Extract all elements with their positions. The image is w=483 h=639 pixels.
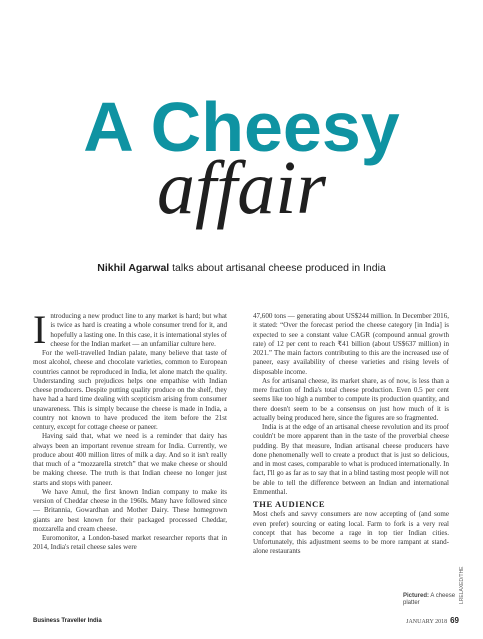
paragraph: Euromonitor, a London-based market researcher reports that in 2014, India's retail cheese sales were [33,534,227,552]
paragraph: We have Amul, the first known Indian company to make its version of Cheddar cheese in the 1960s. Many have followed since — Britannia, Gowardhan and Mother Dairy. These homegrown giants are best known for their packaged processed Cheddar, mozzarella and cream cheese. [33,487,227,533]
paragraph: Introducing a new product line to any market is hard; but what is twice as hard is creating a whole consumer trend for it, and hopefully a lasting one. In this case, it is international styles of cheese for the Indian market — an unfamiliar culture here. [33,307,227,352]
caption-label: Pictured: [403,593,430,599]
photo-caption [403,593,463,607]
author-name: Nikhil Agarwal [97,262,170,274]
article-column-right [253,312,449,557]
paragraph: Most chefs and savvy consumers are now accepting of (and some even prefer) sourcing or eating local. Farm to fork is a very real concept that has become a rage in top tier Indian cities. Unfortunately, this adjustment seems to be more rampant at stand-alone restaurants [253,510,449,556]
footer-publication: Business Traveller India [33,618,102,624]
paragraph: For the well-travelled Indian palate, many believe that taste of most alcohol, cheese and chocolate varieties, common to European countries cannot be reproduced in India, let alone match the quality. Understanding such prejudices helps one empathise with Indian cheese producers. Despite putting quality produce on the shelf, they have had a hard time dealing with scepticism arising from consumer unawareness. This is simply because the cheese is made in India, a country not known to have produced the item before the 21st century, except for cottage cheese or paneer. [33,349,227,431]
standfirst [0,262,483,274]
paragraph: India is at the edge of an artisanal cheese revolution and its proof couldn't be more apparent than in the taste of the proverbial cheese pudding. By that measure, Indian artisanal cheese producers have done phenomenally well to create a product that is just so delicious, and in most cases, comparable to what is produced internationally. In fact, I'll go as far as to say that in a blind tasting most people will not be able to tell the difference between an Indian and international Emmenthal. [253,423,449,496]
footer-folio [406,616,459,625]
section-heading: THE AUDIENCE [253,499,326,509]
drop-cap: I [33,307,47,352]
paragraph: 47,600 tons — generating about US$244 million. In December 2016, it stated: “Over the forecast period the cheese category [in India] is expected to see a constant value CAGR (compound annual growth rate) of 12 per cent to reach ₹41 billion (about US$637 million) in 2021.” The main factors contributing to this are the increased use of paneer, easy availability of cheese varieties and rising levels of disposable income. [253,312,449,376]
footer-issue: JANUARY 2018 [406,619,448,625]
caption-text: A cheese platter [403,593,456,606]
headline-line1: A Cheesy [83,88,400,166]
photo-credit: LRELAXED/THE [459,566,465,604]
standfirst-text: talks about artisanal cheese produced in India [169,262,386,274]
article-column-left [33,307,227,553]
paragraph: Having said that, what we need is a reminder that dairy has always been an important revenue stream for India. Currently, we produce about 400 million litres of milk a day. And so it isn't really that much of a “mozzarella stretch” that we make cheese or should be making cheese. The truth is that Indian cheese no longer just starts and stops with paneer. [33,432,227,487]
headline-line2: affair [157,146,326,230]
paragraph: As for artisanal cheese, its market share, as of now, is less than a mere fraction of India's total cheese production. Even 0.5 per cent seems like too high a number to compute its production quantity, and there doesn't seem to be a consensus on just how much of it is actually being produced here, since the figures are so fragmented. [253,376,449,422]
page-number: 69 [450,616,459,625]
